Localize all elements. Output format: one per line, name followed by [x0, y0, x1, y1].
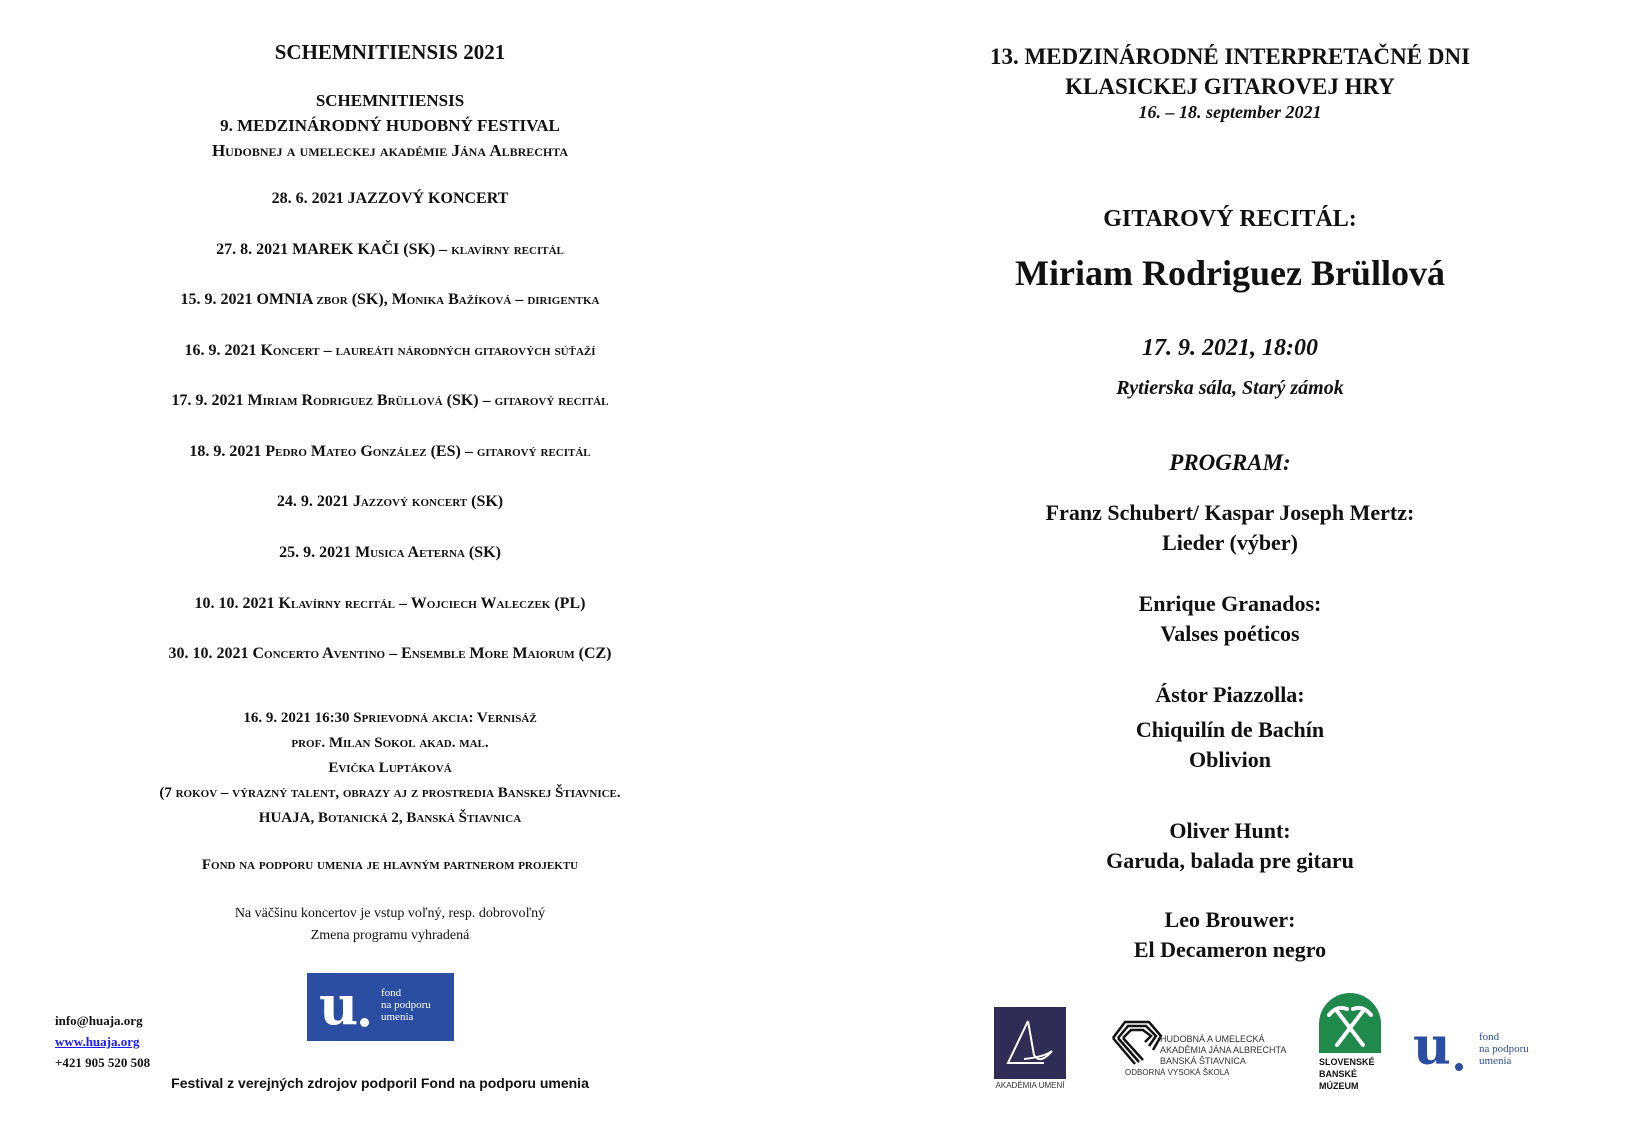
event-item [90, 443, 690, 461]
festival-title: SCHEMNITIENSIS 2021 [274, 40, 506, 64]
entry-note-line2: Zmena programu vyhradená [310, 928, 470, 943]
vernisaz-block [90, 706, 690, 831]
event-date: 10. 10. 2021 [194, 595, 275, 612]
event-date: 15. 9. 2021 [180, 291, 253, 308]
interpretation-days-title-line1: 13. MEDZINÁRODNÉ INTERPRETAČNÉ DNI [989, 44, 1471, 69]
sbm-label-line1: SLOVENSKÉ [1319, 1057, 1375, 1067]
program-item [930, 589, 1530, 649]
event-item [90, 291, 690, 309]
program-label: PROGRAM: [1169, 450, 1291, 475]
crossed-hammers-icon [1319, 993, 1381, 1053]
program-item [930, 816, 1530, 876]
event-item [90, 595, 690, 613]
interpretation-days-title-line2: KLASICKEJ GITAROVEJ HRY [1065, 74, 1395, 99]
event-item [90, 241, 690, 259]
performer-name: Miriam Rodriguez Brüllová [1015, 253, 1445, 293]
event-text: Concerto Aventino – Ensemble More Maiorum (CZ) [252, 645, 612, 662]
festival-header-line3: Hudobnej a umeleckej akadémie Jána Albrechta [211, 141, 569, 160]
recital-datetime: 17. 9. 2021, 18:00 [1142, 335, 1318, 361]
event-item [90, 392, 690, 410]
event-text: Miriam Rodriguez Brüllová (SK) – gitarový recitál [247, 392, 609, 409]
event-item [90, 190, 690, 208]
program-item [930, 498, 1530, 558]
program-work: Valses poéticos [1160, 621, 1300, 646]
fpu-logo-text [381, 987, 431, 1023]
program-composer: Oliver Hunt: [1169, 818, 1291, 843]
interpretation-days-title [930, 42, 1530, 102]
program-work: Garuda, balada pre gitaru [1106, 848, 1354, 873]
event-date: 17. 9. 2021 [171, 392, 244, 409]
event-text: Koncert – laureáti národných gitarových súťaží [260, 342, 596, 359]
program-work: Oblivion [1189, 747, 1271, 772]
fpu-right-dot [1455, 1063, 1463, 1071]
huaja-logo-line1: HUDOBNÁ A UMELECKÁ [1160, 1034, 1265, 1044]
fpu-logo-mark: u [319, 973, 359, 1037]
event-text: Klavírny recitál – Wojciech Waleczek (PL) [278, 595, 586, 612]
entry-note-line1: Na väčšinu koncertov je vstup voľný, resp. dobrovoľný [234, 906, 546, 921]
contact-email[interactable]: info@huaja.org [55, 1013, 143, 1028]
huaja-logo-line3: BANSKÁ ŠTIAVNICA [1160, 1056, 1246, 1066]
program-composer: Ástor Piazzolla: [1155, 682, 1305, 707]
fpu-logo-dot [360, 1018, 369, 1027]
event-date: 27. 8. 2021 [216, 241, 289, 258]
program-work: Lieder (výber) [1162, 530, 1298, 555]
event-item [90, 342, 690, 360]
vernisaz-line3: Evička Luptáková [328, 760, 452, 776]
event-date: 25. 9. 2021 [279, 544, 352, 561]
fpu-right-text-line1: fond [1479, 1031, 1500, 1043]
fond-na-podporu-umenia-logo-right [1413, 1016, 1563, 1077]
contact-block [55, 1010, 150, 1073]
event-date: 18. 9. 2021 [189, 443, 262, 460]
vernisaz-line2: prof. Milan Sokol akad. mal. [291, 735, 489, 751]
program-work: El Decameron negro [1133, 937, 1327, 962]
sbm-label-line2: BANSKÉ [1319, 1069, 1358, 1079]
akademia-umeni-glyph-icon [994, 1007, 1066, 1079]
program-item [930, 680, 1530, 775]
entry-notes [90, 903, 690, 947]
vernisaz-line1: 16. 9. 2021 16:30 Sprievodná akcia: Vernisáž [243, 710, 537, 726]
program-composer: Franz Schubert/ Kaspar Joseph Mertz: [1045, 500, 1415, 525]
recital-venue: Rytierska sála, Starý zámok [1116, 377, 1344, 399]
funding-footer-note: Festival z verejných zdrojov podporil Fond na podporu umenia [171, 1075, 589, 1091]
program-work: Chiquilín de Bachín [1135, 717, 1325, 742]
program-item [930, 905, 1530, 965]
event-text: Pedro Mateo González (ES) – gitarový recitál [265, 443, 591, 460]
fpu-logo-text-line3: umenia [381, 1011, 414, 1023]
huaja-spiral-icon [1105, 1018, 1165, 1068]
huaja-logo-text [1160, 1034, 1286, 1067]
akademia-umeni-logo [994, 1007, 1066, 1079]
event-date: 30. 10. 2021 [168, 645, 249, 662]
vernisaz-line5: HUAJA, Botanická 2, Banská Štiavnica [258, 810, 522, 826]
event-item [90, 544, 690, 562]
sbm-label-line3: MÚZEUM [1319, 1081, 1359, 1091]
festival-header [90, 88, 690, 163]
festival-header-line2: 9. MEDZINÁRODNÝ HUDOBNÝ FESTIVAL [220, 116, 560, 135]
recital-label: GITAROVÝ RECITÁL: [1103, 206, 1357, 232]
event-text: MAREK KAČI (SK) – klavírny recitál [292, 241, 564, 258]
akademia-umeni-label: AKADÉMIA UMENÍ [995, 1081, 1065, 1090]
fond-na-podporu-umenia-logo [307, 973, 454, 1041]
interpretation-days-dates: 16. – 18. september 2021 [1138, 102, 1322, 122]
fpu-logo-text-line1: fond [381, 987, 402, 999]
contact-website-link[interactable]: www.huaja.org [55, 1034, 140, 1049]
event-date: 16. 9. 2021 [184, 342, 257, 359]
event-text: Musica Aeterna (SK) [355, 544, 501, 561]
event-item [90, 493, 690, 511]
huaja-logo [1105, 1018, 1295, 1078]
program-composer: Enrique Granados: [1138, 591, 1322, 616]
event-text: Jazzový koncert (SK) [352, 493, 504, 510]
contact-phone: +421 905 520 508 [55, 1055, 151, 1070]
sbm-arch [1319, 993, 1381, 1053]
event-text: OMNIA zbor (SK), Monika Bažíková – dirigentka [256, 291, 600, 308]
sbm-label [1319, 1056, 1375, 1092]
program-composer: Leo Brouwer: [1164, 907, 1296, 932]
event-text: JAZZOVÝ KONCERT [347, 190, 509, 207]
event-date: 24. 9. 2021 [276, 493, 349, 510]
vernisaz-line4: (7 rokov – výrazný talent, obrazy aj z prostredia Banskej Štiavnice. [159, 785, 621, 801]
fpu-right-text [1479, 1031, 1529, 1067]
fpu-right-text-line2: na podporu [1479, 1043, 1529, 1055]
event-item [90, 645, 690, 663]
event-date: 28. 6. 2021 [271, 190, 344, 207]
slovenske-banske-muzeum-logo [1297, 983, 1397, 1101]
huaja-logo-line2: AKADÉMIA JÁNA ALBRECHTA [1160, 1045, 1287, 1055]
fpu-right-mark: u [1413, 1016, 1451, 1077]
partner-statement: Fond na podporu umenia je hlavným partnerom projektu [201, 857, 579, 873]
huaja-logo-line4: ODBORNÁ VYSOKÁ ŠKOLA [1125, 1068, 1230, 1077]
festival-header-line1: SCHEMNITIENSIS [315, 91, 465, 110]
fpu-right-text-line3: umenia [1479, 1055, 1512, 1067]
fpu-logo-text-line2: na podporu [381, 999, 431, 1011]
